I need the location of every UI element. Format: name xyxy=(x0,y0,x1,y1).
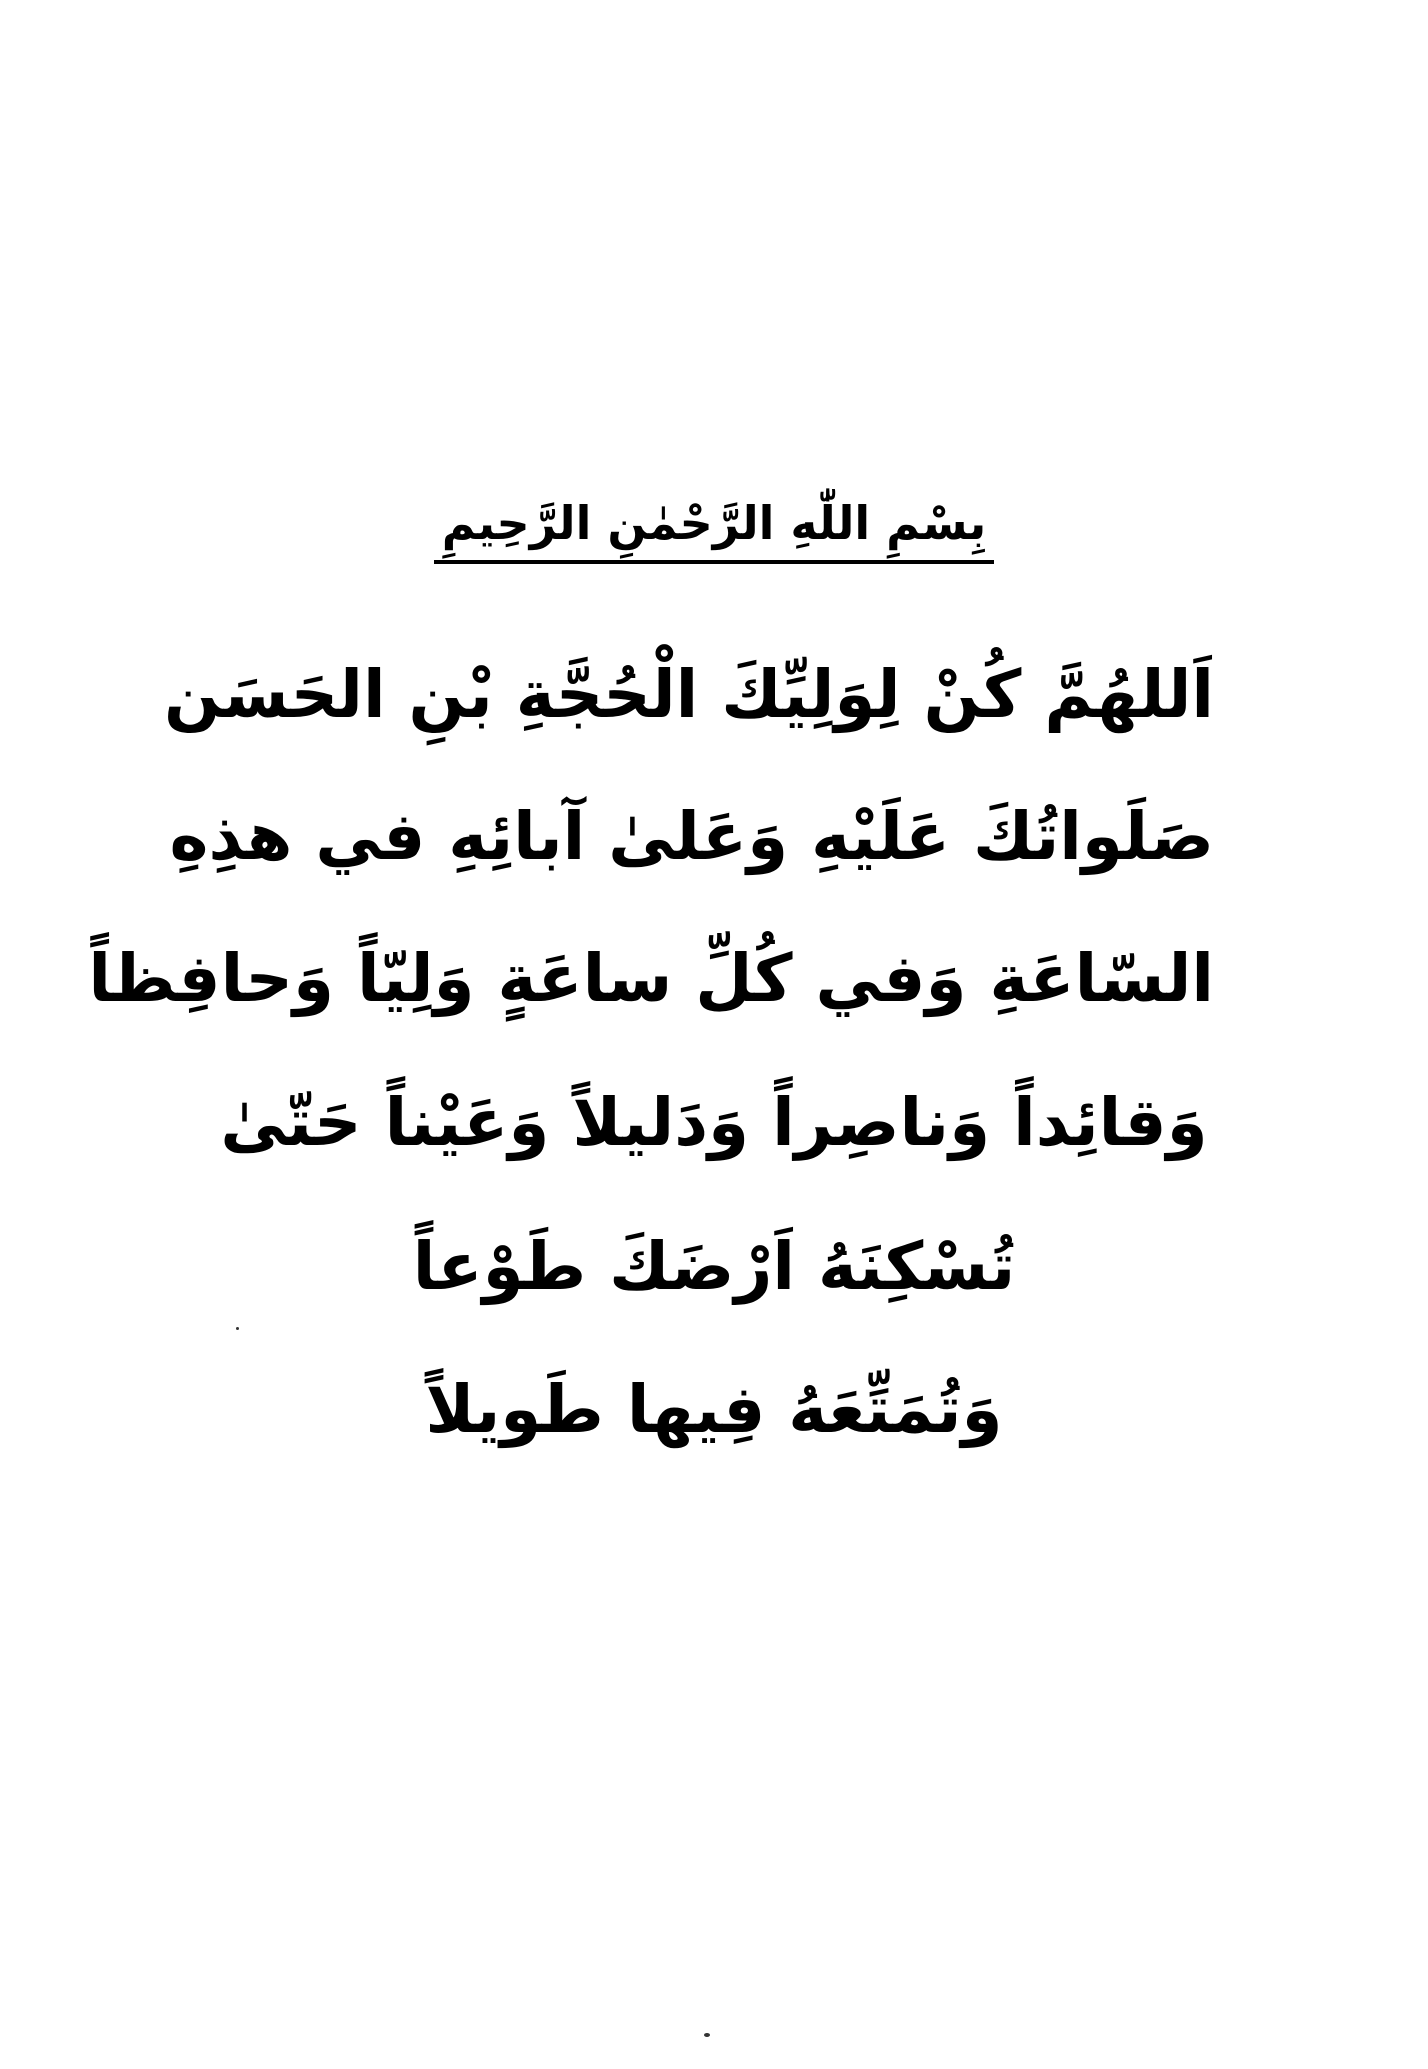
basmala-text: بِسْمِ اللّٰهِ الرَّحْمٰنِ الرَّحِيمِ xyxy=(434,488,995,564)
prayer-line-6: وَتُمَتِّعَهُ فِيها طَويلاً xyxy=(425,1371,1003,1448)
prayer-line-5: تُسْكِنَهُ اَرْضَكَ طَوْعاً xyxy=(412,1228,1016,1305)
basmala-heading xyxy=(0,488,1428,564)
scan-speck xyxy=(704,2033,710,2037)
prayer-line-4: وَقائِداً وَناصِراً وَدَليلاً وَعَيْناً حَتّىٰ xyxy=(220,1084,1208,1161)
prayer-line-3: السّاعَةِ وَفي كُلِّ ساعَةٍ وَلِيّاً وَحافِظاً xyxy=(88,940,1214,1017)
prayer-line-1: اَللهُمَّ كُنْ لِوَلِيِّكَ الْحُجَّةِ بْنِ الحَسَن xyxy=(164,656,1214,733)
scan-speck xyxy=(236,1327,239,1330)
prayer-line-2: صَلَواتُكَ عَلَيْهِ وَعَلىٰ آبائِهِ في هذِهِ xyxy=(169,798,1214,875)
